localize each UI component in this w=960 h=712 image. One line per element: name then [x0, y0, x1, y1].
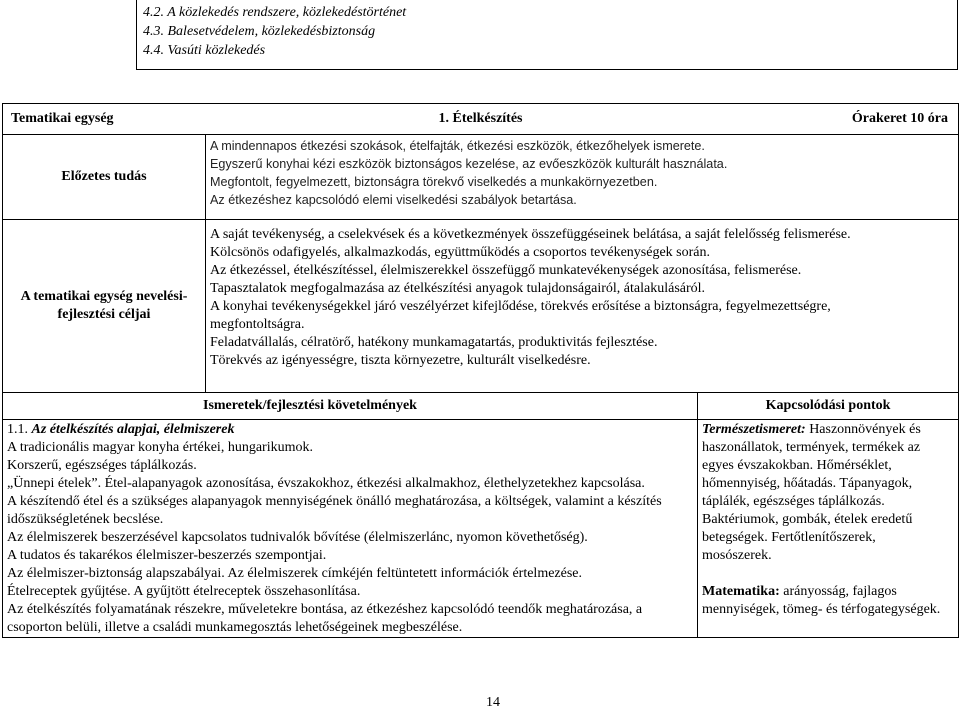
knowledge-column-header: Ismeretek/fejlesztési követelmények [3, 393, 698, 420]
header-row [3, 104, 959, 135]
topic-line: 4.2. A közlekedés rendszere, közlekedéstörténet [143, 5, 407, 20]
goals-content [206, 220, 959, 393]
text-line: Kölcsönös odafigyelés, alkalmazkodás, együttműködés a csoportos tevékenységek során. [210, 245, 710, 260]
science-link [702, 421, 944, 565]
math-label: Matematika: [702, 584, 780, 599]
text-line: Korszerű, egészséges táplálkozás. [7, 458, 197, 473]
text-line: Az ételkészítés folyamatának részekre, műveletekre bontása, az étkezéshez kapcsolódó teendők meghatározása, a csoporton belüli, illetve a családi munkamegosztás lehetőségeinek megbeszélése. [7, 602, 643, 635]
text-line: Egyszerű konyhai kézi eszközök biztonságos kezelése, az evőeszközök kulturált használata. [210, 157, 728, 171]
text-line: Ételreceptek gyűjtése. A gyűjtött ételreceptek összehasonlítása. [7, 584, 361, 599]
page-number: 14 [486, 695, 500, 710]
text-line: A saját tevékenység, a cselekvések és a következmények összefüggéseinek belátása, a saját felelősség felismerése. [210, 227, 851, 242]
text-line: A konyhai tevékenységekkel járó veszélyérzet kifejlődése, törekvés erősítése a biztonságra, fegyelmezettségre, megfontoltságra. [210, 299, 831, 332]
prior-knowledge-row [3, 135, 959, 220]
section-title: Az ételkészítés alapjai, élelmiszerek [31, 422, 235, 437]
text-line: Az étkezéssel, ételkészítéssel, élelmiszerekkel összefüggő munkatevékenységek azonosítása, felismerése. [210, 263, 802, 278]
text-line: A tradicionális magyar konyha értékei, hungarikumok. [7, 440, 313, 455]
text-line: Az élelmiszer-biztonság alapszabályai. Az élelmiszerek címkéjén feltüntetett információk értelmezése. [7, 566, 583, 581]
math-text: arányosság, fajlagos mennyiségek, tömeg- és térfogategységek. [702, 584, 941, 617]
previous-topics-box [136, 0, 958, 70]
text-line: „Ünnepi ételek”. Étel-alapanyagok azonosítása, évszakokhoz, étkezési alkalmakhoz, élethelyzetekhez kapcsolása. [7, 476, 645, 491]
header-cell [3, 104, 959, 135]
hours-label: Órakeret 10 óra [851, 111, 949, 126]
topic-line: 4.3. Balesetvédelem, közlekedésbiztonság [143, 24, 376, 39]
section-number: 1.1. [7, 422, 28, 437]
section-heading [7, 421, 689, 439]
curriculum-table [2, 103, 959, 638]
prior-knowledge-content [206, 135, 959, 220]
content-row [3, 420, 959, 638]
text-line: Az élelmiszerek beszerzésével kapcsolatos tudnivalók bővítése (élelmiszerlánc, nyomon követhetőség). [7, 530, 588, 545]
unit-label: Tematikai egység [11, 111, 114, 126]
science-label: Természetismeret: [702, 422, 806, 437]
text-line: Megfontolt, fegyelmezett, biztonságra törekvő viselkedés a munkakörnyezetben. [210, 175, 658, 189]
unit-title: 1. Ételkészítés [438, 111, 523, 126]
text-line: Feladatvállalás, célratörő, hatékony munkamagatartás, produktivitás fejlesztése. [210, 335, 658, 350]
links-content [698, 420, 959, 638]
goals-row [3, 220, 959, 393]
text-line: Törekvés az igényességre, tiszta környezetre, kulturált viselkedésre. [210, 353, 591, 368]
text-line: A készítendő étel és a szükséges alapanyagok mennyiségének önálló meghatározása, a költségek, valamint a készítés időszükségletének becslése. [7, 494, 662, 527]
goals-label: A tematikai egység nevelési-fejlesztési céljai [3, 220, 206, 393]
links-column-header: Kapcsolódási pontok [698, 393, 959, 420]
math-link [702, 583, 944, 619]
text-line: A mindennapos étkezési szokások, ételfajták, étkezési eszközök, étkezőhelyek ismerete. [210, 139, 705, 153]
topic-line: 4.4. Vasúti közlekedés [143, 43, 266, 58]
text-line: A tudatos és takarékos élelmiszer-beszerzés szempontjai. [7, 548, 327, 563]
knowledge-content [3, 420, 698, 638]
text-line: Tapasztalatok megfogalmazása az ételkészítési anyagok tulajdonságairól, átalakulásáról. [210, 281, 706, 296]
prior-knowledge-label: Előzetes tudás [3, 135, 206, 220]
column-header-row [3, 393, 959, 420]
science-text: Haszonnövények és haszonállatok, termények, termékek az egyes évszakokban. Hőmérséklet, hőmennyiség, hőátadás. Tápanyagok, táplálék, egészséges táplálkozás. Baktériumok, gombák, ételek eredetű betegségek. Fertőtlenítőszerek, mosószerek. [702, 422, 921, 563]
text-line: Az étkezéshez kapcsolódó elemi viselkedési szabályok betartása. [210, 193, 577, 207]
